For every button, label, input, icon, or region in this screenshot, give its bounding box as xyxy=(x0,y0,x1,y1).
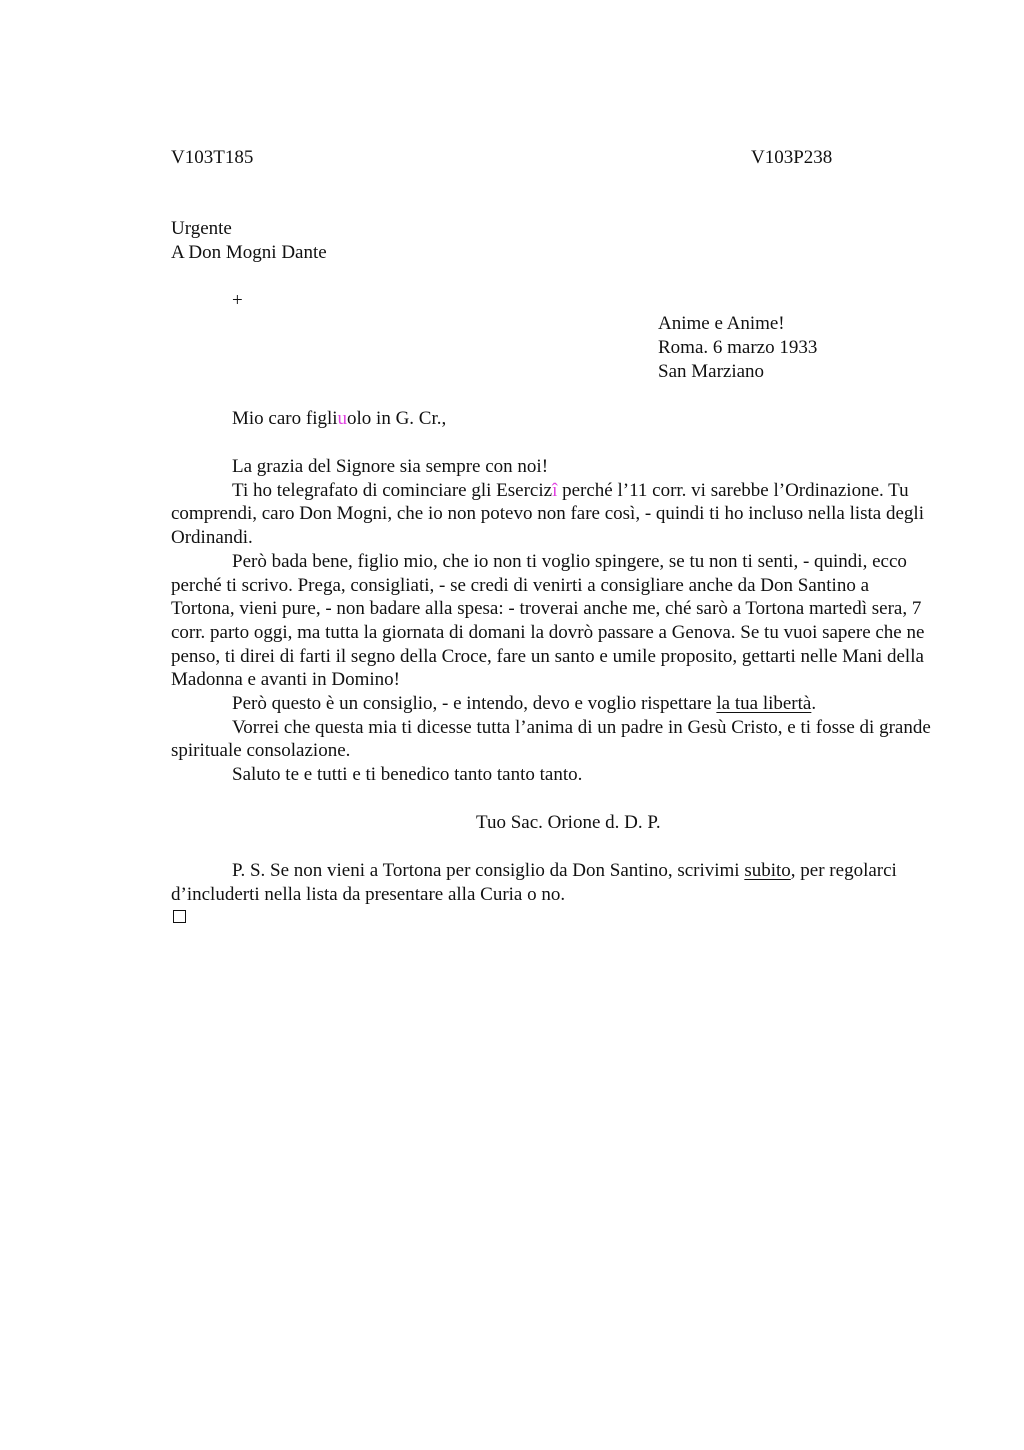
paragraph-4 xyxy=(171,692,931,716)
motto-line: Anime e Anime! xyxy=(658,313,785,334)
paragraph-5-text: Vorrei che questa mia ti dicesse tutta l’anima di un padre in Gesù Cristo, e ti fosse di grande spirituale consolazione. xyxy=(171,716,931,762)
paragraph-6-text: Saluto te e tutti e ti benedico tanto tanto tanto. xyxy=(232,764,583,786)
salutation-part-2: olo in G. Cr., xyxy=(347,408,447,429)
recipient-line: A Don Mogni Dante xyxy=(171,242,327,263)
urgent-label: Urgente xyxy=(171,218,232,239)
salutation-part-1: Mio caro figli xyxy=(232,408,338,429)
postscript-text-a: P. S. Se non vieni a Tortona per consiglio da Don Santino, scrivimi xyxy=(232,860,745,881)
paragraph-1 xyxy=(171,455,931,479)
paragraph-4-underlined: la tua libertà xyxy=(716,693,812,715)
paragraph-4-text-b: . xyxy=(811,693,817,715)
paragraph-6 xyxy=(171,763,931,787)
signature: Tuo Sac. Orione d. D. P. xyxy=(476,812,661,833)
paragraph-2-text-c: l’Ordinazione. Tu comprendi, caro Don Mogni, che io non potevo non fare così, - quindi ti ho incluso nella lista degli Ordinandi. xyxy=(171,479,924,549)
paragraph-3 xyxy=(171,550,931,692)
place-line: San Marziano xyxy=(658,361,765,382)
paragraph-3-text: Però bada bene, figlio mio, che io non ti voglio spingere, se tu non ti senti, - quindi, ecco perché ti scrivo. Prega, consigliati, - se credi di venirti a consigliare anche da Don Santino a Tortona, vieni pure, - non badare alla spesa: - troverai anche me, ché sarò a Tortona martedì sera, 7 corr. parto oggi, ma tutta la giornata di domani la dovrò passare a Genova. Se tu vuoi sapere che ne penso, ti direi di farti il segno della Croce, fare un santo e umile proposito, gettarti nelle Mani della Madonna e avanti in Domino! xyxy=(171,550,925,691)
salutation xyxy=(171,407,931,431)
paragraph-4-text-a: Però questo è un consiglio, - e intendo, devo e voglio rispettare xyxy=(232,693,717,715)
salutation-highlight: u xyxy=(337,408,348,429)
paragraph-2 xyxy=(171,479,931,550)
place-date-block xyxy=(658,312,817,384)
left-reference-code: V103T185 xyxy=(171,147,254,168)
letter-body xyxy=(171,455,931,787)
paragraph-2-highlight: î xyxy=(552,479,558,501)
document-page xyxy=(171,0,931,1450)
postscript-text-b: , per regolarci d’includerti nella lista da presentare alla Curia o no. xyxy=(171,860,897,905)
postscript xyxy=(171,859,931,906)
paragraph-2-text-a: Ti ho telegrafato di cominciare gli Eserciz xyxy=(232,479,553,501)
empty-box-symbol xyxy=(173,910,186,923)
postscript-underlined: subito xyxy=(744,860,791,881)
date-line: Roma. 6 marzo 1933 xyxy=(658,337,818,358)
paragraph-2-text-b: perché l’11 corr. vi sarebbe xyxy=(557,479,769,501)
paragraph-5 xyxy=(171,716,931,763)
right-reference-code: V103P238 xyxy=(751,147,833,168)
paragraph-1-text: La grazia del Signore sia sempre con noi! xyxy=(232,456,549,477)
cross-symbol: + xyxy=(232,290,243,311)
